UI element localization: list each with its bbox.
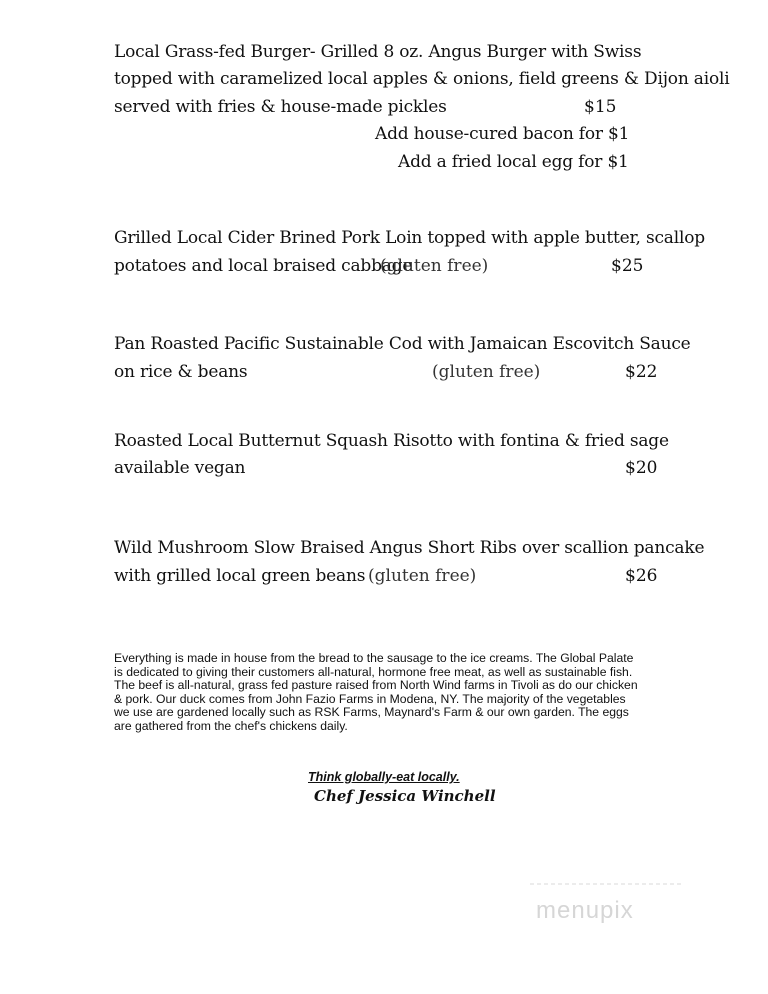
paragraph-line: we use are gardened locally such as RSK Farms, Maynard's Farm & our own garden. The eggs [114, 705, 629, 720]
item-2-line-2: potatoes and local braised cabbage [114, 256, 413, 276]
item-1-addon-bacon: Add house-cured bacon for $1 [375, 124, 630, 144]
watermark-logo: menupix [536, 897, 634, 924]
item-1-price: $15 [584, 97, 617, 117]
item-3-price: $22 [625, 362, 658, 382]
paragraph-line: Everything is made in house from the bread to the sausage to the ice creams. The Global Palate [114, 651, 634, 665]
paragraph-line: are gathered from the chef's chickens daily. [114, 718, 348, 733]
chef-signature: Chef Jessica Winchell [314, 787, 496, 805]
item-5-line-1: Wild Mushroom Slow Braised Angus Short Ribs over scallion pancake [114, 538, 705, 558]
paragraph-line: The beef is all-natural, grass fed pasture raised from North Wind farms in Tivoli as do our chicken [114, 678, 638, 693]
item-5-line-2: with grilled local green beans [114, 566, 366, 586]
watermark-decoration [530, 880, 682, 888]
item-3-line-2: on rice & beans [114, 362, 248, 382]
item-4-price: $20 [625, 458, 658, 478]
tagline: Think globally-eat locally. [308, 770, 460, 784]
item-2-gluten-free: (gluten free) [380, 256, 489, 276]
item-4-line-2: available vegan [114, 458, 246, 478]
paragraph-line: & pork. Our duck comes from John Fazio Farms in Modena, NY. The majority of the vegetables [114, 691, 626, 706]
item-1-line-2: topped with caramelized local apples & onions, field greens & Dijon aioli [114, 69, 730, 89]
item-5-gluten-free: (gluten free) [368, 566, 477, 586]
paragraph-line: is dedicated to giving their customers all-natural, hormone free meat, as well as sustainable fish. [114, 664, 633, 679]
item-2-line-1: Grilled Local Cider Brined Pork Loin topped with apple butter, scallop [114, 228, 705, 248]
item-4-line-1: Roasted Local Butternut Squash Risotto with fontina & fried sage [114, 431, 669, 451]
item-1-addon-egg: Add a fried local egg for $1 [398, 152, 629, 172]
sourcing-paragraph [114, 652, 659, 734]
item-1-line-1: Local Grass-fed Burger- Grilled 8 oz. Angus Burger with Swiss [114, 42, 642, 62]
item-3-line-1: Pan Roasted Pacific Sustainable Cod with Jamaican Escovitch Sauce [114, 334, 691, 354]
item-3-gluten-free: (gluten free) [432, 362, 541, 382]
item-2-price: $25 [611, 256, 644, 276]
item-1-line-3: served with fries & house-made pickles [114, 97, 447, 117]
item-5-price: $26 [625, 566, 658, 586]
